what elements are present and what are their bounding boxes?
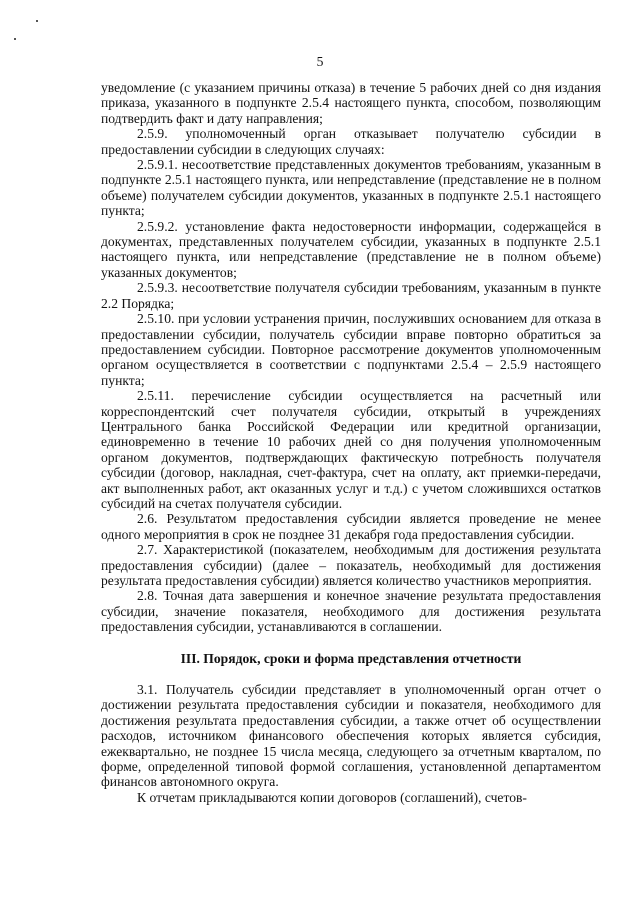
paragraph: 2.8. Точная дата завершения и конечное значение результата предоставления субсидии, значение показателя, необходимого для достижения результата предоставления субсидии, устанавливаются в соглашении. (101, 588, 601, 635)
section-heading: III. Порядок, сроки и форма представления отчетности (180, 650, 522, 666)
paragraph: 2.5.9.3. несоответствие получателя субсидии требованиям, указанным в пункте 2.2 Порядка; (101, 280, 601, 311)
paragraph: 3.1. Получатель субсидии представляет в уполномоченный орган отчет о достижении результата предоставления субсидии и показателя, необходимого для достижения результата предоставления субсидии, а также отчет об осуществлении расходов, источником финансового обеспечения которых является субсидия, ежеквартально, не позднее 15 числа месяца, следующего за отчетным кварталом, по форме, определенной типовой формой соглашения, установленной департаментом финансов автономного округа. (101, 682, 601, 790)
page-number: 5 (316, 54, 324, 69)
scan-artifact-dot (14, 38, 16, 40)
paragraph: 2.7. Характеристикой (показателем, необходимым для достижения результата предоставления субсидии) (далее – показатель, необходимый для достижения результата предоставления субсидии) является количество участников мероприятия. (101, 542, 601, 588)
paragraph: 2.5.9.2. установление факта недостоверности информации, содержащейся в документах, представленных получателем субсидии, указанных в подпункте 2.5.1 настоящего пункта, или непредставление (представление не в полном объеме) указанных документов; (101, 218, 601, 280)
paragraph: К отчетам прикладываются копии договоров (соглашений), счетов- (137, 789, 527, 805)
paragraph: 2.5.11. перечисление субсидии осуществляется на расчетный или корреспондентский счет получателя субсидии, открытый в учреждениях Центрального банка Российской Федерации или кредитной организации, единовременно в течение 10 рабочих дней со дня получения уполномоченным органом документов, подтверждающих фактическую потребность получателя субсидии (договор, накладная, счет-фактура, счет на оплату, акт приемки-передачи, акт выполненных работ, акт оказанных услуг и т.д.) с учетом сложившихся остатков субсидий на счетах получателя субсидии. (101, 388, 601, 511)
paragraph: 2.6. Результатом предоставления субсидии является проведение не менее одного мероприятия в срок не позднее 31 декабря года предоставления субсидии. (101, 511, 601, 542)
document-body (101, 80, 601, 805)
paragraph: 2.5.9.1. несоответствие представленных документов требованиям, указанным в подпункте 2.5.1 настоящего пункта, или непредставление (представление не в полном объеме) получателем субсидии документов, указанных в подпункте 2.5.1 настоящего пункта; (101, 157, 601, 219)
scan-artifact-dot (36, 20, 38, 22)
paragraph: 2.5.10. при условии устранения причин, послуживших основанием для отказа в предоставлении субсидии, получатель субсидии вправе повторно обратиться за предоставлением субсидии. Повторное рассмотрение документов уполномоченным органом осуществляется в соответствии с подпунктами 2.5.4 – 2.5.9 настоящего пункта; (101, 311, 601, 388)
paragraph: уведомление (с указанием причины отказа) в течение 5 рабочих дней со дня издания приказа, указанного в подпункте 2.5.4 настоящего пункта, способом, позволяющим подтвердить факт и дату направления; (101, 80, 601, 126)
paragraph: 2.5.9. уполномоченный орган отказывает получателю субсидии в предоставлении субсидии в следующих случаях: (101, 126, 601, 157)
